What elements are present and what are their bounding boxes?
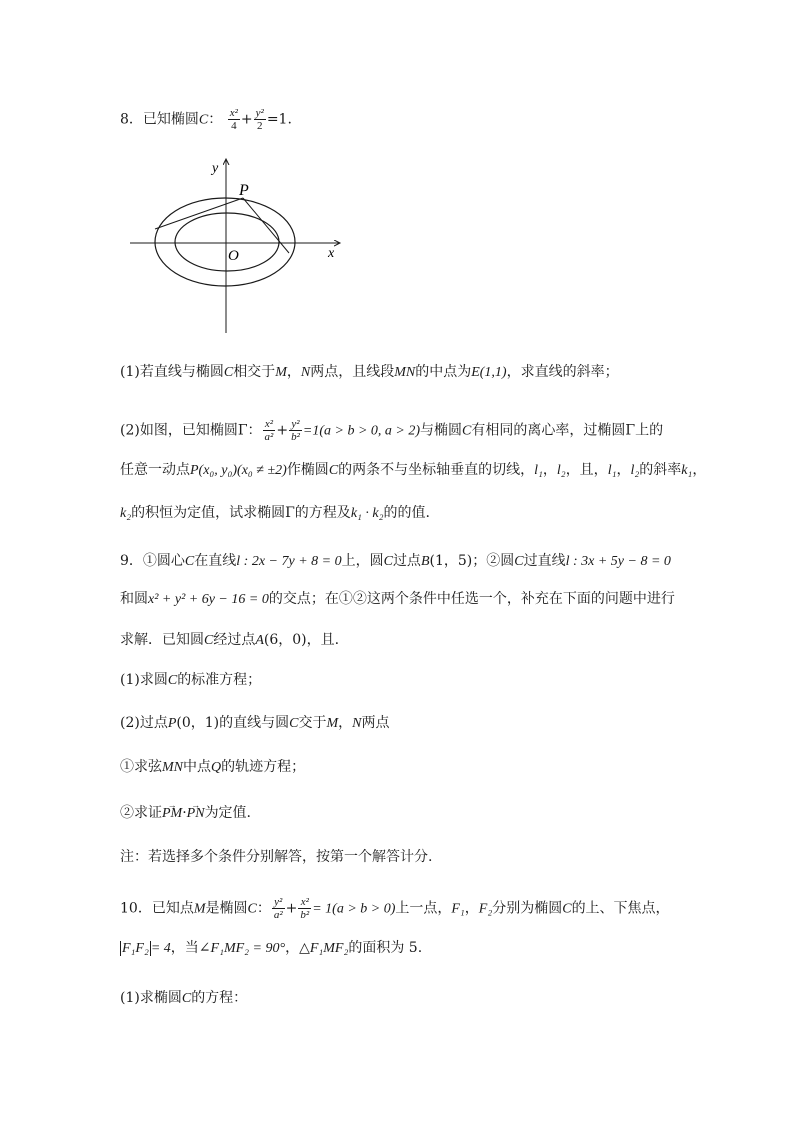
q9-line1: 9．①圆心C在直线l : 2x − 7y + 8 = 0上，圆C过点B(1，5)；②圆C过直线l : 3x + 5y − 8 = 0 (120, 553, 671, 569)
q10-part1: (1)求椭圆C的方程： (120, 990, 248, 1006)
vector-pm: → PM (162, 804, 182, 824)
q8-part2-line2: 任意一动点P(x₀, y₀)(x₀ ≠ ±2)作椭圆C的两条不与坐标轴垂直的切线，l₁，l₂，且，l₁，l₂的斜率k₁， (120, 462, 707, 478)
ellipse-figure (125, 155, 345, 335)
label-x: x (328, 246, 335, 261)
q9-line2: 和圆x² + y² + 6y − 16 = 0的交点；在①②这两个条件中任选一个，补充在下面的问题中进行 (120, 591, 675, 607)
q8-intro: 已知椭圆 (142, 111, 199, 128)
q8-frac-y: $\frac{\text{y²}}{2}$ (255, 107, 264, 132)
q10-line1: 10．已知点M是椭圆C： $\frac{\text{y²}}{\text{a²}}$ + $\frac{\text{x²}}{\text{b²}}$ = 1(a > b > 0)上一点，F₁，F₂分别为椭圆C的上、下焦点， (120, 896, 670, 921)
q8-number: 8． (120, 111, 143, 128)
vector-pn: → PN (187, 804, 205, 824)
q8-stem: 8．已知椭圆C： $\frac{\text{x²}}{4}$ + $\frac{\text{y²}}{2}$ =1. (120, 107, 292, 132)
q9-part1: (1)求圆C的标准方程； (120, 672, 262, 688)
q9-note: 注：若选择多个条件分别解答，按第一个解答计分. (120, 849, 433, 865)
q9-line3: 求解．已知圆C经过点A(6，0)，且. (120, 632, 340, 648)
q8-frac-x: $\frac{\text{x²}}{4}$ (229, 107, 238, 132)
q8-part1: (1)若直线与椭圆C相交于M，N两点，且线段MN的中点为E(1,1)，求直线的斜率； (120, 364, 619, 380)
q8-curve: C (198, 112, 209, 128)
q8-eq-rhs: =1. (266, 111, 292, 128)
q9-sub2: ②求证→ PM·→ PN为定值. (120, 803, 251, 824)
q10-line2: F₁F₂ = 4，当∠F₁MF₂ = 90°，△F₁MF₂的面积为 5. (122, 940, 423, 956)
q8-part2-line1: (2)如图，已知椭圆Γ： $\frac{\text{x²}}{\text{a²}}$ + $\frac{\text{y²}}{\text{b²}}$ =1(a > b > 0, a > 2)与椭圆C有相同的离心率，过椭圆Γ上的 (120, 418, 664, 443)
label-p: P (239, 182, 249, 199)
q8-part2-line3: k₂的积恒为定值，试求椭圆Γ的方程及k₁ · k₂的的值. (120, 505, 430, 521)
q9-part2: (2)过点P(0，1)的直线与圆C交于M，N两点 (120, 715, 390, 731)
q9-sub1: ①求弦MN中点Q的轨迹方程； (120, 759, 306, 775)
label-o: O (228, 248, 239, 264)
outer-ellipse (155, 198, 295, 286)
label-y: y (212, 161, 219, 176)
